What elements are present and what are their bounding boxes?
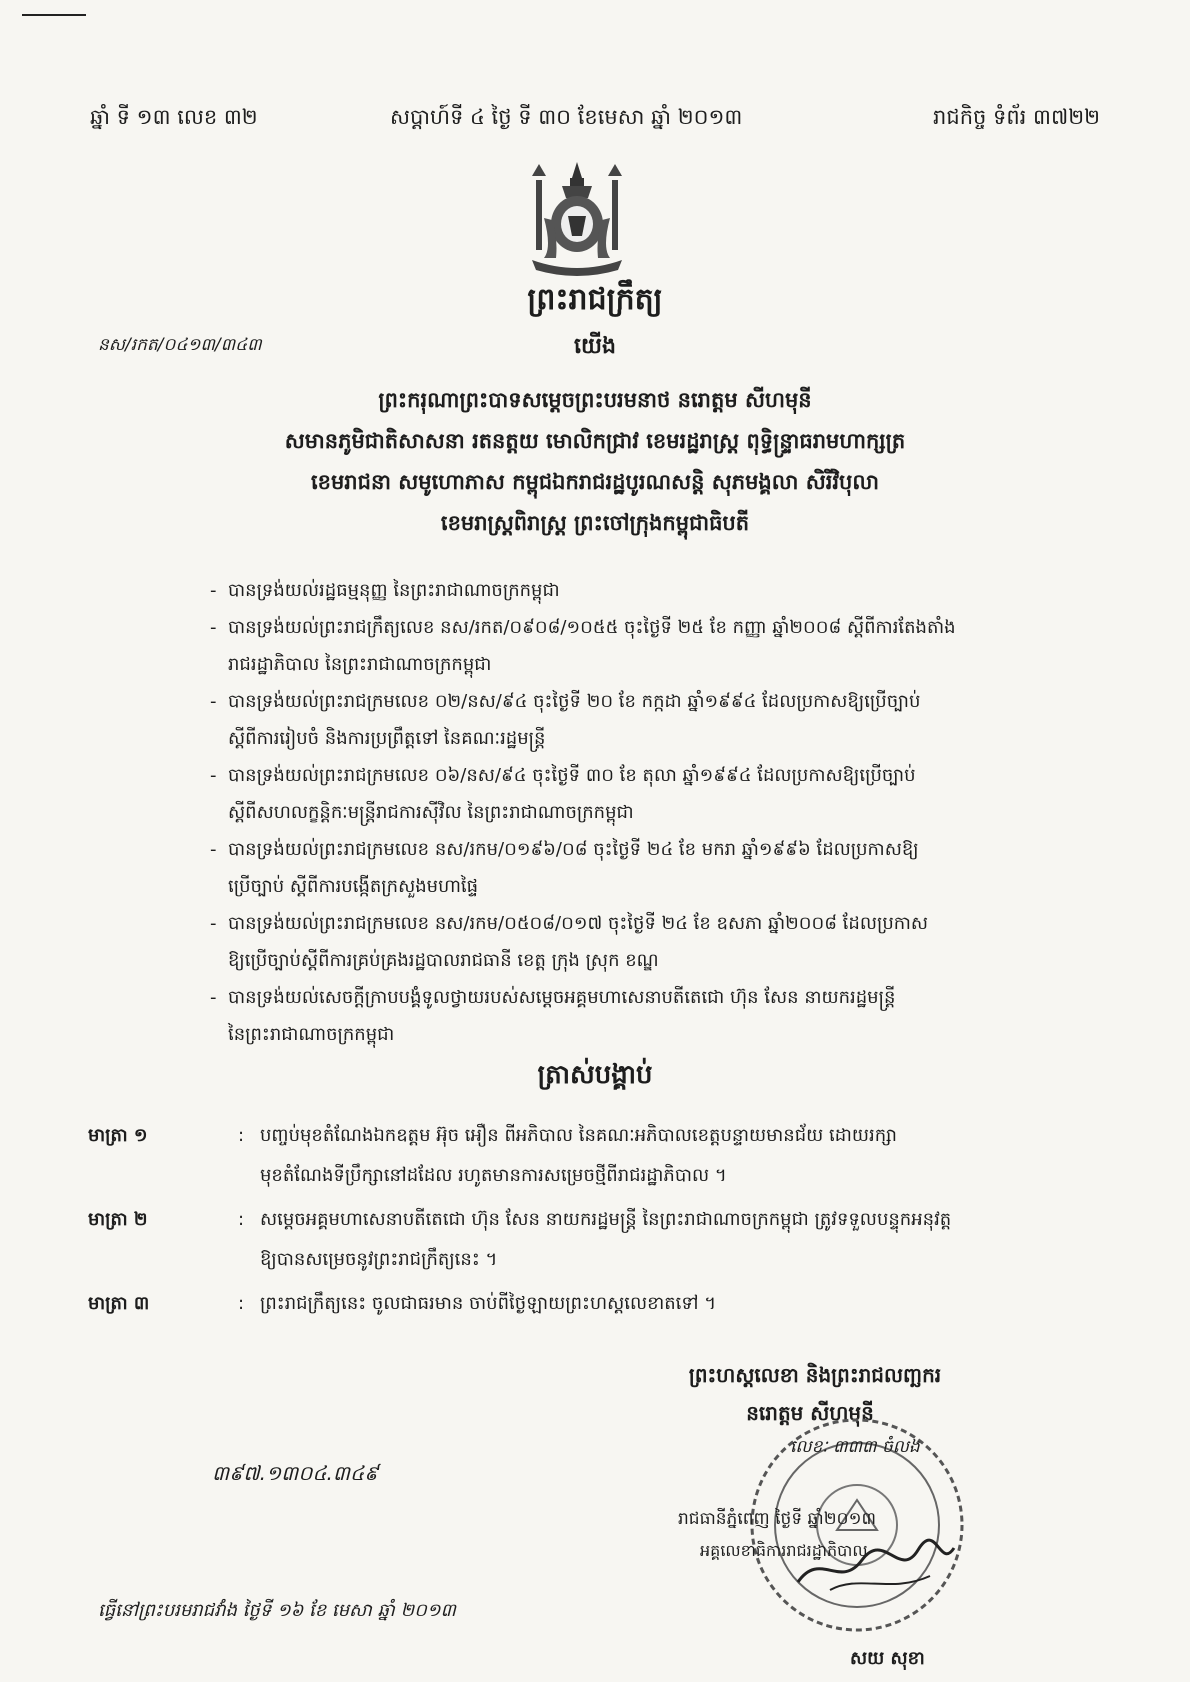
royal-coat-of-arms-icon bbox=[522, 158, 632, 278]
decree-date-line: ធ្វើនៅព្រះបរមរាជវាំង ថ្ងៃទី ១៦ ខែ មេសា ឆ្នាំ ២០១៣ bbox=[98, 1600, 456, 1621]
article-label: មាត្រា ២ bbox=[88, 1209, 148, 1230]
visa-line: - បានទ្រង់យល់ព្រះរាជក្រមលេខ នស/រកម/០៥០៨/០១៧ ចុះថ្ងៃទី ២៤ ខែ ឧសភា ឆ្នាំ២០០៨ ដែលប្រកាស bbox=[228, 913, 929, 934]
article-label: មាត្រា ១ bbox=[88, 1125, 148, 1146]
article-text bbox=[260, 1284, 1098, 1324]
article-text bbox=[260, 1116, 1098, 1196]
visa-line: នៃព្រះរាជាណាចក្រកម្ពុជា bbox=[228, 1024, 395, 1045]
article-text bbox=[260, 1200, 1098, 1280]
decree-title: ព្រះរាជក្រឹត្យ bbox=[527, 282, 663, 317]
visa-item bbox=[210, 905, 1090, 979]
article-line: ព្រះរាជក្រឹត្យនេះ ចូលជាធរមាន ចាប់ពីថ្ងៃឡាយព្រះហស្តលេខាតទៅ ។ bbox=[260, 1293, 717, 1314]
visa-item bbox=[210, 831, 1090, 905]
visa-item bbox=[210, 572, 1090, 609]
visa-item bbox=[210, 979, 1090, 1053]
article-line: បញ្ចប់មុខតំណែងឯកឧត្តម អ៊ុច អឿន ពីអភិបាល នៃគណៈអភិបាលខេត្តបន្ទាយមានជ័យ ដោយរក្សា bbox=[260, 1125, 897, 1146]
gazette-week-date: សប្តាហ៍ទី ៤ ថ្ងៃ ទី ៣០ ខែមេសា ឆ្នាំ ២០១៣ bbox=[390, 105, 743, 129]
visa-item bbox=[210, 609, 1090, 683]
handwritten-signature-icon bbox=[790, 1530, 960, 1600]
decides-heading: ត្រាស់បង្គាប់ bbox=[537, 1060, 653, 1090]
stamp-number: លេខៈ ៣៣៣ ចំលង bbox=[790, 1437, 920, 1457]
article-line: សម្តេចអគ្គមហាសេនាបតីតេជោ ហ៊ុន សែន នាយករដ្ឋមន្ត្រី នៃព្រះរាជាណាចក្រកម្ពុជា ត្រូវទទួលបន្ទុកអនុវត្ត bbox=[260, 1209, 952, 1230]
article-3 bbox=[88, 1284, 1098, 1324]
gazette-year-number: ឆ្នាំ ទី ១៣ លេខ ៣២ bbox=[90, 105, 258, 129]
visa-line: - បានទ្រង់យល់សេចក្តីក្រាបបង្គំទូលថ្វាយរបស់សម្តេចអគ្គមហាសេនាបតីតេជោ ហ៊ុន សែន នាយករដ្ឋមន្ត្រី bbox=[228, 987, 896, 1008]
article-colon: : bbox=[238, 1209, 245, 1230]
royal-title-line: សមានភូមិជាតិសាសនា រតនត្តយ មោលិកជ្រាវ ខេមរដ្ឋរាស្រ្ត ពុទ្ធិន្រ្ទាធរាមហាក្សត្រ bbox=[284, 429, 906, 453]
article-line: មុខតំណែងទីប្រឹក្សានៅដដែល រហូតមានការសម្រេចថ្មីពីរាជរដ្ឋាភិបាល ។ bbox=[260, 1165, 727, 1186]
gazette-header bbox=[90, 104, 1100, 136]
royal-we: យើង bbox=[574, 334, 616, 359]
decree-reference: នស/រកត/០៤១៣/៣៤៣ bbox=[98, 335, 262, 355]
article-line: ឱ្យបានសម្រេចនូវព្រះរាជក្រឹត្យនេះ ។ bbox=[260, 1249, 498, 1270]
registration-number: ៣៩៧.១៣០៤.៣៤៩ bbox=[212, 1461, 379, 1485]
visa-line: - បានទ្រង់យល់ព្រះរាជក្រឹត្យលេខ នស/រកត/០៩០៨/១០៥៥ ចុះថ្ងៃទី ២៥ ខែ កញ្ញា ឆ្នាំ២០០៨ ស្តីពីការតែងតាំង bbox=[228, 617, 956, 638]
visa-line: ស្តីពីសហលក្ខន្តិកៈមន្ត្រីរាជការស៊ីវិល នៃព្រះរាជាណាចក្រកម្ពុជា bbox=[228, 802, 634, 823]
visa-line: ឱ្យប្រើច្បាប់ស្តីពីការគ្រប់គ្រងរដ្ឋបាលរាជធានី ខេត្ត ក្រុង ស្រុក ខណ្ឌ bbox=[228, 950, 659, 971]
article-1 bbox=[88, 1116, 1098, 1196]
royal-title-line: ព្រះករុណាព្រះបាទសម្តេចព្រះបរមនាថ នរោត្តម សីហមុនី bbox=[378, 388, 812, 412]
visa-line: ស្តីពីការរៀបចំ និងការប្រព្រឹត្តទៅ នៃគណៈរដ្ឋមន្ត្រី bbox=[228, 728, 546, 749]
signer-name: សយ សុខា bbox=[850, 1648, 925, 1669]
visa-list bbox=[210, 572, 1090, 1053]
visa-line: រាជរដ្ឋាភិបាល នៃព្រះរាជាណាចក្រកម្ពុជា bbox=[228, 654, 492, 675]
stamp-role: អគ្គលេខាធិការរាជរដ្ឋាភិបាល bbox=[700, 1541, 868, 1560]
gazette-page: រាជកិច្ច ទំព័រ ៣៧២២ bbox=[933, 105, 1100, 129]
royal-titles bbox=[120, 380, 1070, 544]
article-2 bbox=[88, 1200, 1098, 1280]
visa-line: - បានទ្រង់យល់ព្រះរាជក្រមលេខ ០៦/នស/៩៤ ចុះថ្ងៃទី ៣០ ខែ តុលា ឆ្នាំ១៩៩៤ ដែលប្រកាសឱ្យប្រើច្បាប់ bbox=[228, 765, 916, 786]
visa-item bbox=[210, 757, 1090, 831]
royal-title-line: ខេមរាស្រ្តពិរាស្រ្ត ព្រះចៅក្រុងកម្ពុជាធិបតី bbox=[440, 511, 750, 535]
visa-line: - បានទ្រង់យល់ព្រះរាជក្រមលេខ នស/រកម/០១៩៦/០៨ ចុះថ្ងៃទី ២៤ ខែ មករា ឆ្នាំ១៩៩៦ ដែលប្រកាសឱ្យ bbox=[228, 839, 919, 860]
article-list bbox=[88, 1116, 1098, 1328]
article-colon: : bbox=[238, 1125, 245, 1146]
royal-signature-name: នរោត្តម សីហមុនី bbox=[746, 1401, 874, 1425]
visa-line: - បានទ្រង់យល់ព្រះរាជក្រមលេខ ០២/នស/៩៤ ចុះថ្ងៃទី ២០ ខែ កក្កដា ឆ្នាំ១៩៩៤ ដែលប្រកាសឱ្យប្រើច្បាប់ bbox=[228, 691, 921, 712]
visa-line: ប្រើច្បាប់ ស្តីពីការបង្កើតក្រសួងមហាផ្ទៃ bbox=[228, 876, 479, 897]
article-label: មាត្រា ៣ bbox=[88, 1293, 150, 1314]
corner-mark bbox=[22, 14, 86, 16]
stamp-city-date: រាជធានីភ្នំពេញ ថ្ងៃទី ឆ្នាំ២០១៣ bbox=[678, 1509, 876, 1529]
visa-item bbox=[210, 683, 1090, 757]
article-colon: : bbox=[238, 1293, 245, 1314]
royal-title-line: ខេមរាជនា សមូហោភាស កម្ពុជឯករាជរដ្ឋបូរណសន្តិ សុភមង្គលា សិរីវិបុលា bbox=[310, 470, 880, 494]
visa-line: - បានទ្រង់យល់រដ្ឋធម្មនុញ្ញ នៃព្រះរាជាណាចក្រកម្ពុជា bbox=[228, 580, 560, 601]
royal-signature-title: ព្រះហស្តលេខា និងព្រះរាជលញ្ឆករ bbox=[688, 1363, 942, 1387]
